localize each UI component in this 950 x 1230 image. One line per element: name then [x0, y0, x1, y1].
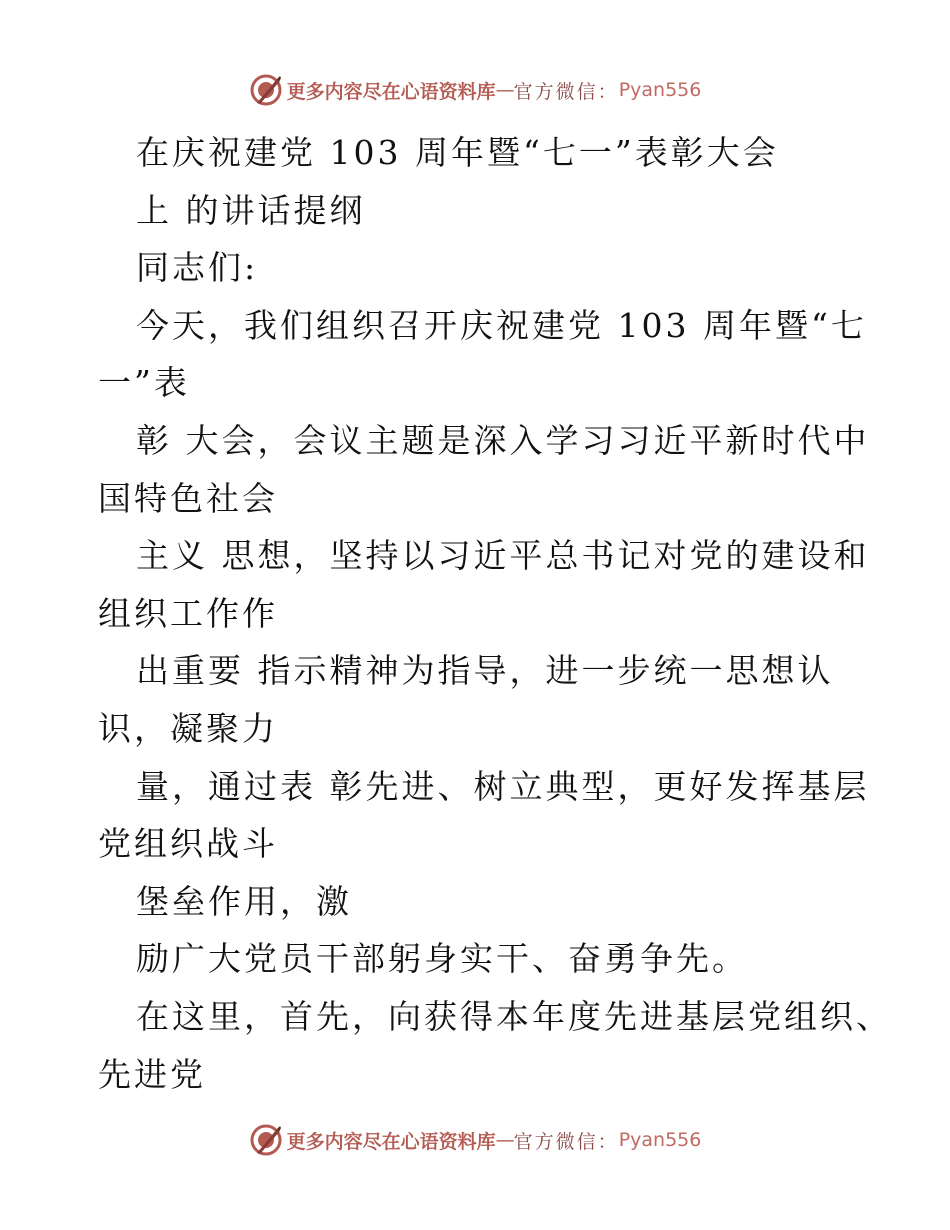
watermark-brand: 更多内容尽在心语资料库	[286, 80, 496, 103]
watermark-handle: Pyan556	[618, 1129, 702, 1151]
speech-body	[98, 124, 892, 1103]
watermark-brand: 更多内容尽在心语资料库	[286, 1130, 496, 1153]
text-line: 国特色社会	[98, 478, 278, 518]
text-line: 在庆祝建党 103 周年暨“七一”表彰大会	[136, 133, 779, 172]
text-line: 识，凝聚力	[98, 708, 278, 748]
watermark-banner-top	[0, 70, 950, 110]
text-line: 一”表	[98, 363, 190, 403]
text-line: 同志们:	[136, 248, 259, 288]
text-line: 彰 大会，会议主题是深入学习习近平新时代中	[136, 420, 870, 460]
text-line: 上 的讲话提纲	[136, 190, 366, 230]
text-line: 在这里，首先，向获得本年度先进基层党组织、	[136, 996, 892, 1036]
watermark-wechat-label: 官方微信：	[513, 1130, 619, 1153]
quill-logo-icon	[249, 73, 283, 107]
watermark-wechat-label: 官方微信：	[513, 80, 619, 103]
watermark-dash: —	[495, 79, 514, 101]
text-line: 量，通过表 彰先进、树立典型，更好发挥基层	[136, 766, 870, 806]
text-line: 党组织战斗	[98, 824, 278, 864]
watermark-dash: —	[495, 1129, 514, 1151]
quill-logo-icon	[249, 1123, 283, 1157]
text-line: 主义 思想，坚持以习近平总书记对党的建设和	[136, 536, 870, 576]
text-line: 出重要 指示精神为指导，进一步统一思想认	[136, 651, 834, 691]
text-line: 组织工作作	[98, 593, 278, 633]
text-line: 今天，我们组织召开庆祝建党 103 周年暨“七	[136, 305, 867, 345]
text-line: 先进党	[98, 1054, 206, 1094]
text-line: 励广大党员干部躬身实干、奋勇争先。	[136, 939, 748, 979]
text-line: 堡垒作用，激	[136, 881, 352, 921]
watermark-handle: Pyan556	[618, 79, 702, 101]
watermark-banner-bottom	[0, 1120, 950, 1160]
